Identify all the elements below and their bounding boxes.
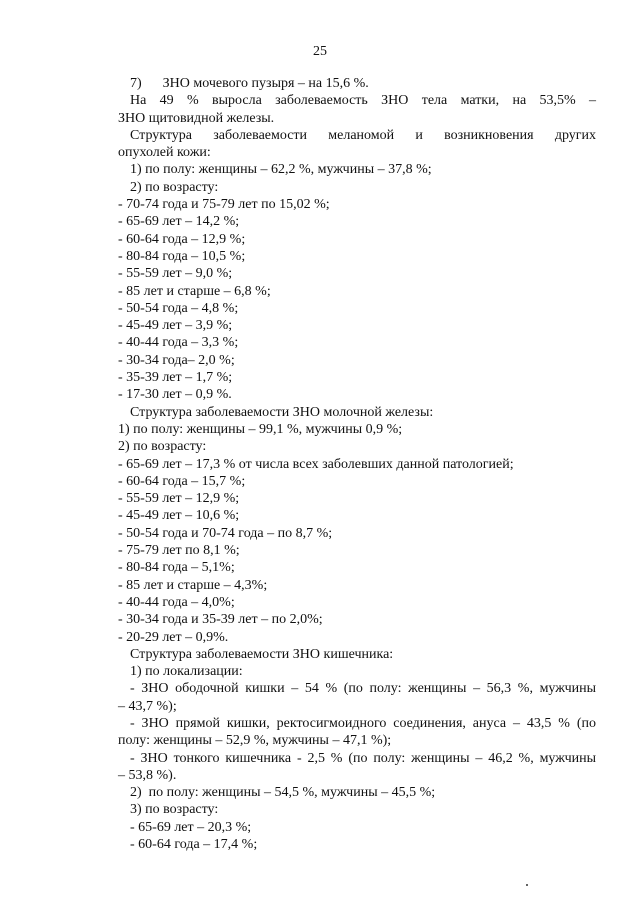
list-item: - 65-69 лет – 20,3 %; (130, 819, 252, 835)
paragraph-line: ЗНО щитовидной железы. (118, 110, 275, 126)
list-item: - 20-29 лет – 0,9%. (118, 629, 229, 645)
list-item: - 50-54 года и 70-74 года – по 8,7 %; (118, 525, 333, 541)
list-item: - 75-79 лет по 8,1 %; (118, 543, 240, 559)
list-item: - 80-84 года – 5,1%; (118, 560, 235, 576)
document-body (118, 75, 596, 853)
list-item: - 40-44 года – 4,0%; (118, 594, 235, 610)
list-item-cont: полу: женщины – 52,9 %, мужчины – 47,1 %); (118, 733, 392, 749)
list-item: - 40-44 года – 3,3 %; (118, 335, 239, 351)
list-item: - 80-84 года – 10,5 %; (118, 248, 246, 264)
list-item: - 60-64 года – 12,9 %; (118, 231, 246, 247)
list-item: - 65-69 лет – 17,3 % от числа всех заболевших данной патологией; (118, 456, 514, 472)
page-number: 25 (313, 44, 327, 59)
section-heading-melanoma-cont: опухолей кожи: (118, 145, 211, 161)
list-item: 2) по возрасту: (118, 439, 207, 455)
paragraph-line: На 49 % выросла заболеваемость ЗНО тела матки, на 53,5% – (130, 93, 596, 109)
list-item-bladder: 7) ЗНО мочевого пузыря – на 15,6 %. (130, 76, 369, 91)
list-item: - 30-34 года и 35-39 лет – по 2,0%; (118, 612, 323, 628)
list-item-cont: – 53,8 %). (118, 767, 177, 783)
list-item: - 85 лет и старше – 4,3%; (118, 577, 268, 593)
list-item: 3) по возрасту: (130, 802, 219, 818)
list-item: - ЗНО ободочной кишки – 54 % (по полу: женщины – 56,3 %, мужчины (130, 681, 596, 697)
list-item: - 70-74 года и 75-79 лет по 15,02 %; (118, 197, 330, 213)
list-item: - ЗНО тонкого кишечника - 2,5 % (по полу: женщины – 46,2 %, мужчины (130, 750, 596, 766)
list-item: - 85 лет и старше – 6,8 %; (118, 283, 271, 299)
list-item: - 60-64 года – 15,7 %; (118, 473, 246, 489)
list-item: 2) по возрасту: (130, 179, 219, 195)
list-item: - 35-39 лет – 1,7 %; (118, 370, 233, 386)
list-item: - 55-59 лет – 9,0 %; (118, 266, 233, 282)
list-item: - 17-30 лет – 0,9 %. (118, 387, 232, 403)
section-heading-breast: Структура заболеваемости ЗНО молочной железы: (130, 404, 434, 420)
section-heading-melanoma: Структура заболеваемости меланомой и возникновения других (130, 127, 596, 143)
list-item: - 55-59 лет – 12,9 %; (118, 491, 240, 507)
list-item: 1) по полу: женщины – 62,2 %, мужчины – 37,8 %; (130, 162, 432, 178)
list-item: - 50-54 года – 4,8 %; (118, 300, 239, 316)
list-item: - 45-49 лет – 10,6 %; (118, 508, 240, 524)
list-item: - 30-34 года– 2,0 %; (118, 352, 235, 368)
list-item: - 60-64 года – 17,4 %; (130, 837, 258, 853)
list-item: 1) по локализации: (130, 664, 243, 680)
list-item: - 45-49 лет – 3,9 %; (118, 318, 233, 334)
list-item: 2) по полу: женщины – 54,5 %, мужчины – 45,5 %; (130, 785, 436, 801)
list-item: - ЗНО прямой кишки, ректосигмоидного соединения, ануса – 43,5 % (по (130, 715, 596, 731)
section-heading-intestine: Структура заболеваемости ЗНО кишечника: (130, 646, 394, 662)
list-item: - 65-69 лет – 14,2 %; (118, 214, 240, 230)
list-item: 1) по полу: женщины – 99,1 %, мужчины 0,9 %; (118, 421, 403, 437)
scan-speck (526, 884, 528, 886)
list-item-cont: – 43,7 %); (118, 698, 177, 714)
